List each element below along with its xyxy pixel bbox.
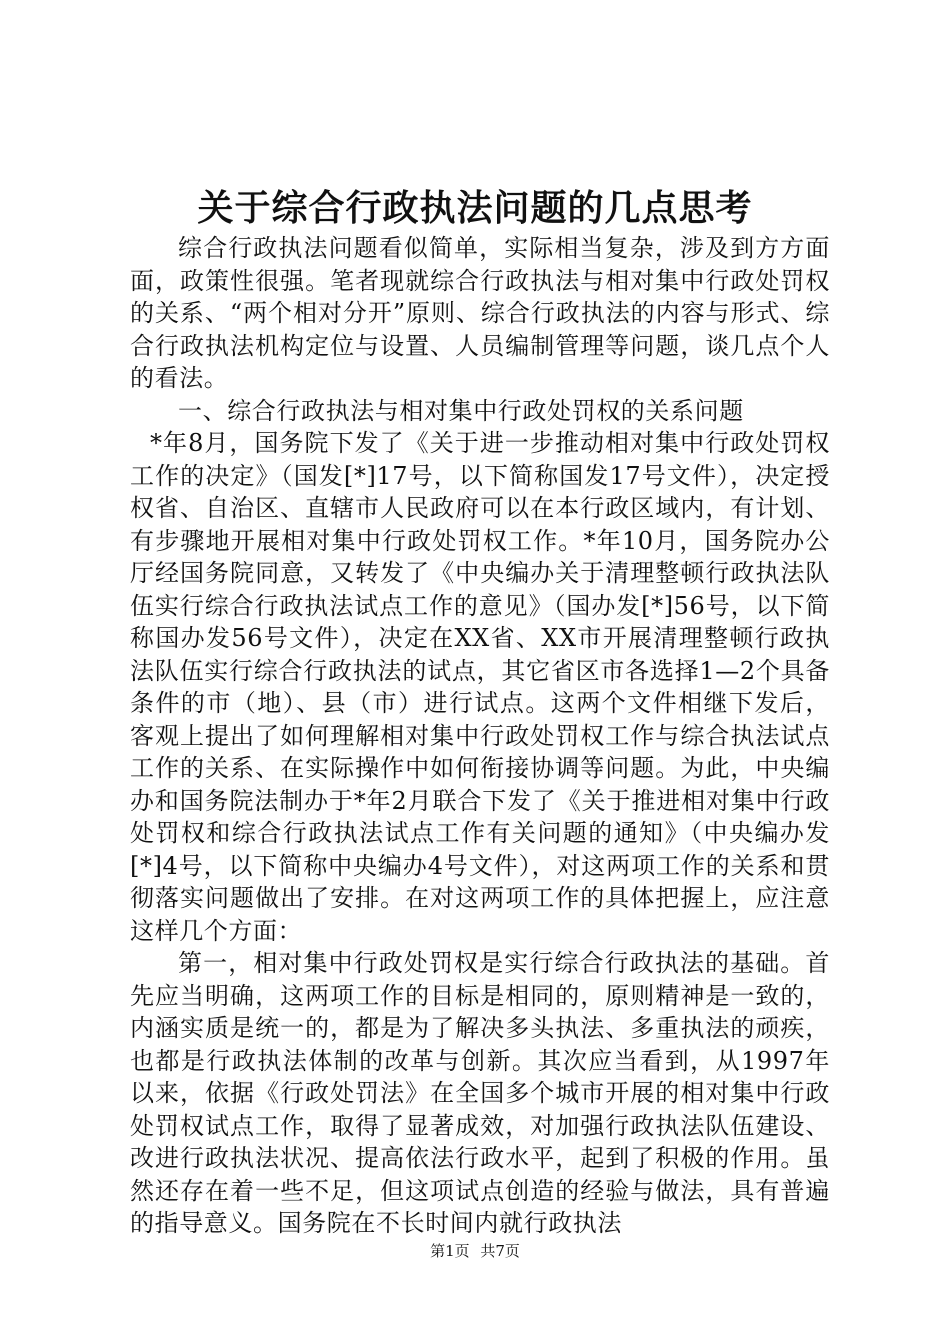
document-body [130, 232, 830, 1240]
section-heading-1: 一、综合行政执法与相对集中行政处罚权的关系问题 [178, 396, 744, 425]
document-title: 关于综合行政执法问题的几点思考 [197, 188, 753, 229]
paragraph-background: *年8月，国务院下发了《关于进一步推动相对集中行政处罚权工作的决定》（国发[*]17号，以下简称国发17号文件），决定授权省、自治区、直辖市人民政府可以在本行政区域内，有计划、有步骤地开展相对集中行政处罚权工作。*年10月，国务院办公厅经国务院同意，又转发了《中央编办关于清理整顿行政执法队伍实行综合行政执法试点工作的意见》（国办发[*]56号，以下简称国办发56号文件），决定在XX省、XX市开展清理整顿行政执法队伍实行综合行政执法的试点，其它省区市各选择1—2个具备条件的市（地）、县（市）进行试点。这两个文件相继下发后，客观上提出了如何理解相对集中行政处罚权工作与综合执法试点工作的关系、在实际操作中如何衔接协调等问题。为此，中央编办和国务院法制办于*年2月联合下发了《关于推进相对集中行政处罚权和综合行政执法试点工作有关问题的通知》（中央编办发[*]4号，以下简称中央编办4号文件），对这两项工作的关系和贯彻落实问题做出了安排。在对这两项工作的具体把握上，应注意这样几个方面： [130, 429, 830, 945]
page-total: 共7页 [480, 1242, 520, 1260]
paragraph-intro: 综合行政执法问题看似简单，实际相当复杂，涉及到方方面面，政策性很强。笔者现就综合行政执法与相对集中行政处罚权的关系、“两个相对分开”原则、综合行政执法的内容与形式、综合行政执法机构定位与设置、人员编制管理等问题，谈几点个人的看法。 [130, 234, 830, 392]
page-number: 第1页 [430, 1242, 470, 1260]
paragraph-first-point: 第一，相对集中行政处罚权是实行综合行政执法的基础。首先应当明确，这两项工作的目标是相同的，原则精神是一致的，内涵实质是统一的，都是为了解决多头执法、多重执法的顽疾，也都是行政执法体制的改革与创新。其次应当看到，从1997年以来，依据《行政处罚法》在全国多个城市开展的相对集中行政处罚权试点工作，取得了显著成效，对加强行政执法队伍建设、改进行政执法状况、提高依法行政水平，起到了积极的作用。虽然还存在着一些不足，但这项试点创造的经验与做法，具有普遍的指导意义。国务院在不长时间内就行政执法 [130, 949, 830, 1237]
page-footer [0, 1241, 950, 1261]
